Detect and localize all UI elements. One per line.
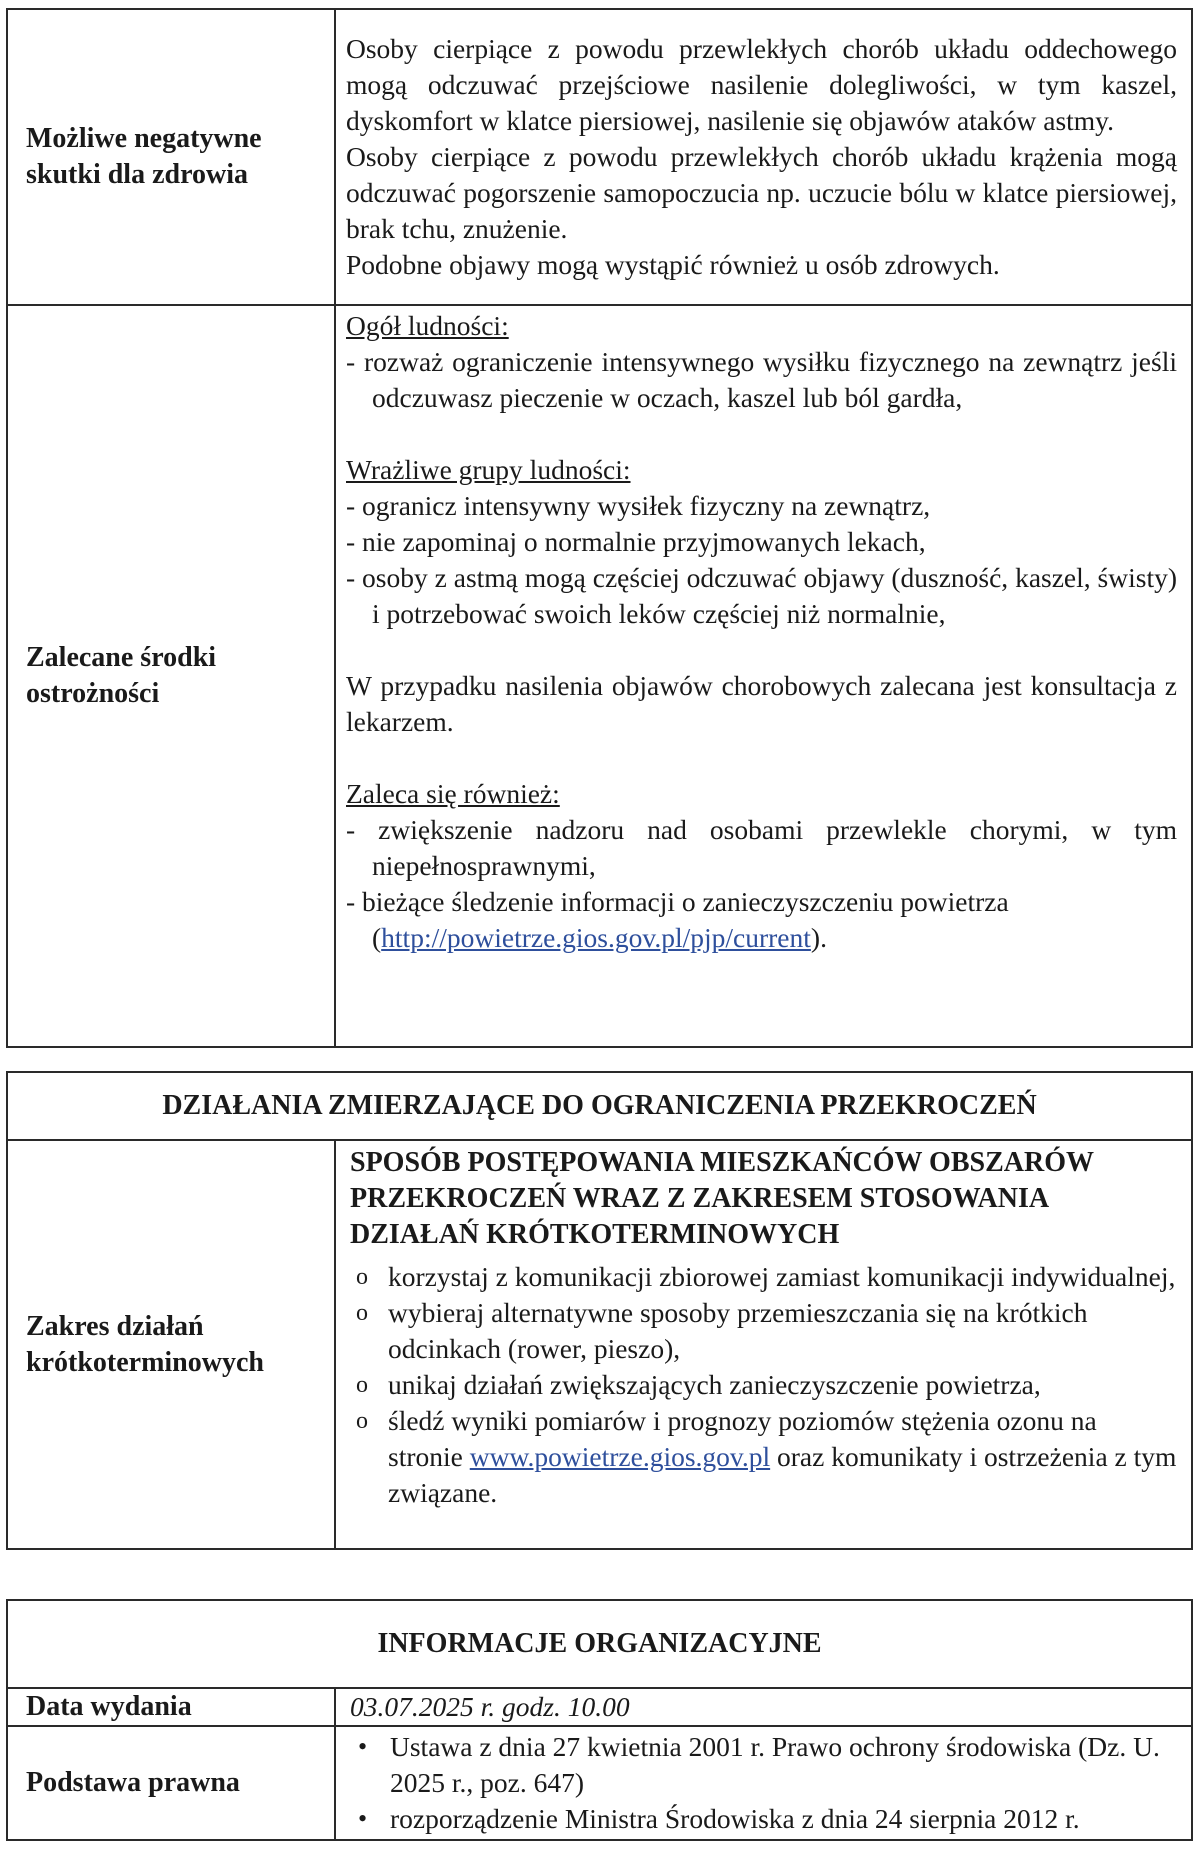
actions-list <box>336 1259 1191 1511</box>
list-item <box>350 1729 1177 1801</box>
general-population-heading: Ogół ludności: <box>346 310 509 341</box>
actions-table <box>6 1071 1193 1550</box>
consultation-text: W przypadku nasilenia objawów chorobowych zalecana jest konsultacja z lekarzem. <box>346 670 1177 737</box>
gios-website-link[interactable]: www.powietrze.gios.gov.pl <box>469 1441 771 1472</box>
list-item-text: Ustawa z dnia 27 kwietnia 2001 r. Prawo ochrony środowiska (Dz. U. 2025 r., poz. 647) <box>390 1731 1160 1798</box>
health-effects-table <box>6 8 1193 1048</box>
list-item: - rozważ ograniczenie intensywnego wysiłku fizycznego na zewnątrz jeśli odczuwasz pieczenie w oczach, kaszel lub ból gardła, <box>346 346 1177 413</box>
list-item <box>350 1295 1177 1367</box>
list-item-text: - bieżące śledzenie informacji o zanieczyszczeniu powietrza ( <box>346 886 1009 953</box>
bullet-icon: o <box>356 1264 368 1290</box>
label-line: Zalecane środki <box>26 642 217 673</box>
paragraph: Podobne objawy mogą wystąpić również u osób zdrowych. <box>346 249 1000 280</box>
health-effects-label <box>7 9 335 305</box>
bullet-icon: o <box>356 1408 368 1434</box>
bullet-icon: • <box>358 1732 368 1761</box>
legal-basis-label: Podstawa prawna <box>7 1726 335 1840</box>
list-item <box>346 884 1177 956</box>
bullet-icon: o <box>356 1300 368 1326</box>
list-item: - osoby z astmą mogą częściej odczuwać objawy (duszność, kaszel, świsty) i potrzebować swoich leków częściej niż normalnie, <box>346 562 1177 629</box>
health-effects-text <box>335 9 1192 305</box>
list-item <box>350 1259 1177 1295</box>
list-item <box>350 1801 1177 1837</box>
organizational-info-table <box>6 1599 1193 1841</box>
label-line: Zakres działań <box>26 1310 204 1342</box>
residents-procedure-heading: SPOSÓB POSTĘPOWANIA MIESZKAŃCÓW OBSZARÓW PRZEKROCZEŃ WRAZ Z ZAKRESEM STOSOWANIA DZIAŁAŃ KRÓTKOTERMINOWYCH <box>350 1147 1094 1250</box>
bullet-icon: o <box>356 1372 368 1398</box>
precautions-label <box>7 305 335 1047</box>
list-item-text: unikaj działań zwiększających zanieczyszczenie powietrza, <box>388 1369 1041 1400</box>
issue-date-value: 03.07.2025 r. godz. 10.00 <box>335 1688 1192 1726</box>
label-line: skutki dla zdrowia <box>26 159 248 190</box>
paragraph: Osoby cierpiące z powodu przewlekłych chorób układu krążenia mogą odczuwać pogorszenie samopoczucia np. uczucie bólu w klatce piersiowej, brak tchu, znużenie. <box>346 141 1177 244</box>
list-item <box>350 1367 1177 1403</box>
list-item: - zwiększenie nadzoru nad osobami przewlekle chorymi, w tym niepełnosprawnymi, <box>346 814 1177 881</box>
list-item-text: oraz komunikaty i ostrzeżenia z tym związane. <box>388 1441 1177 1508</box>
bullet-icon: • <box>358 1804 368 1833</box>
air-quality-link[interactable]: http://powietrze.gios.gov.pl/pjp/current <box>381 922 811 953</box>
list-item-text: korzystaj z komunikacji zbiorowej zamiast komunikacji indywidualnej, <box>388 1261 1176 1292</box>
list-item-end: ). <box>810 922 827 953</box>
organizational-info-header: INFORMACJE ORGANIZACYJNE <box>7 1600 1192 1688</box>
label-line: krótkoterminowych <box>26 1346 264 1378</box>
issue-date-label: Data wydania <box>7 1688 335 1726</box>
sensitive-groups-heading: Wrażliwe grupy ludności: <box>346 454 631 485</box>
list-item-text: rozporządzenie Ministra Środowiska z dnia 24 sierpnia 2012 r. <box>390 1803 1080 1834</box>
paragraph: Osoby cierpiące z powodu przewlekłych chorób układu oddechowego mogą odczuwać przejściowe nasilenie dolegliwości, w tym kaszel, dyskomfort w klatce piersiowej, nasilenie się objawów ataków astmy. <box>346 33 1177 136</box>
short-term-actions-label <box>7 1140 335 1549</box>
label-line: ostrożności <box>26 678 160 709</box>
list-item-text: śledź wyniki pomiarów i prognozy poziomów stężenia ozonu na stronie <box>388 1405 1097 1472</box>
precautions-text <box>335 305 1192 1047</box>
legal-basis-content <box>335 1726 1192 1840</box>
legal-basis-list <box>336 1729 1191 1837</box>
label-line: Możliwe negatywne <box>26 123 262 154</box>
actions-header: DZIAŁANIA ZMIERZAJĄCE DO OGRANICZENIA PRZEKROCZEŃ <box>7 1072 1192 1140</box>
list-item-text: wybieraj alternatywne sposoby przemieszczania się na krótkich odcinkach (rower, pieszo), <box>388 1297 1088 1364</box>
list-item: - ogranicz intensywny wysiłek fizyczny na zewnątrz, <box>346 490 931 521</box>
also-recommended-heading: Zaleca się również: <box>346 778 560 809</box>
short-term-actions-content <box>335 1140 1192 1549</box>
list-item <box>350 1403 1177 1511</box>
list-item: - nie zapominaj o normalnie przyjmowanych lekach, <box>346 526 926 557</box>
